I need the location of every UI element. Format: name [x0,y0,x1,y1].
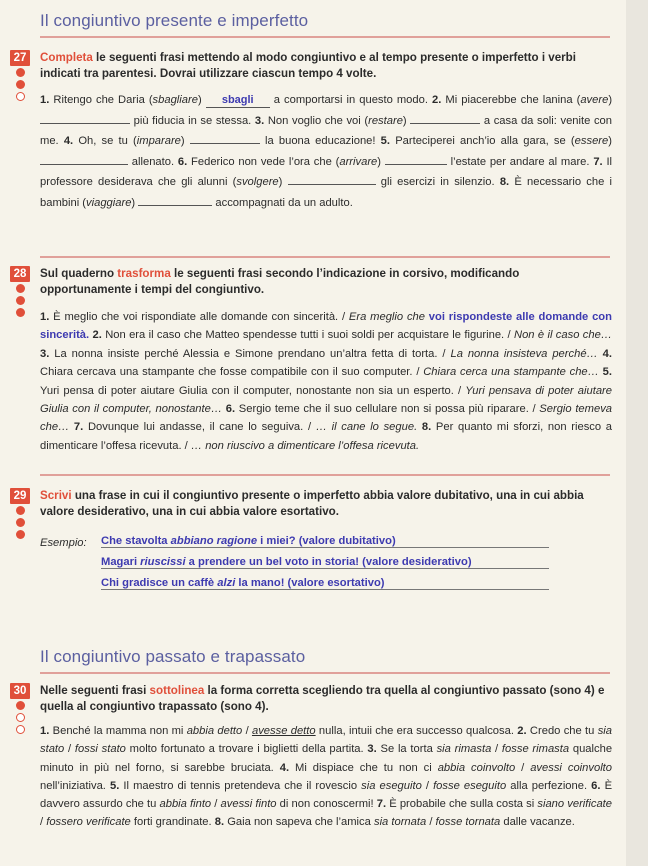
exercise-divider [40,474,610,476]
exercise-30-instructions: 30 Nelle seguenti frasi sottolinea la forma corretta scegliendo tra quella al congiuntivo passato (sono 4) e quella al congiuntivo trapassato (sono 4). [40,683,612,715]
difficulty-dot-filled [16,308,25,317]
example-label: Esempio: [40,537,87,549]
difficulty-dot-filled [16,518,25,527]
example-line-esortativo: Chi gradisce un caffè alzi la mano! (valore esortativo) [101,577,549,590]
answer-blank-4[interactable] [190,143,260,144]
instruction-keyword: sottolinea [149,684,205,697]
exercise-27-sentences: 1. Ritengo che Daria (sbagliare) sbagli a comportarsi in questo modo. 2. Mi piacerebbe che lanina (avere) più fiducia in se stessa. 3. Non voglio che voi (restare) a casa da soli: venite con me. 4. Oh, se tu (imparare) la buona educazione! 5. Parteciperei anch’io alla gara, se (essere) allenato. 6. Federico non vede l’ora che (arrivare) l’estate per andare al mare. 7. Il professore desiderava che gli alunni (svolgere) gli esercizi in silenzio. 8. È necessario che i bambini (viaggiare) accompagnati da un adulto. [40,94,613,209]
instruction-keyword: Scrivi [40,489,72,502]
page-margin-strip [626,0,648,866]
difficulty-dot-filled [16,296,25,305]
exercise-number-badge: 27 [10,50,30,66]
exercise-27-instructions [13,50,612,82]
exercise-28-instructions: 28 Sul quaderno trasforma le seguenti frasi secondo l’indicazione in corsivo, modificando opportunamente i tempi del congiuntivo. [40,266,612,298]
answer-blank-3[interactable] [410,123,480,124]
difficulty-dot-empty [16,725,25,734]
section-title-passato-trapassato: Il congiuntivo passato e trapassato [40,647,306,666]
answer-blank-2[interactable] [40,123,130,124]
difficulty-dots [16,701,28,737]
answer-blank-6[interactable] [385,164,447,165]
difficulty-dot-filled [16,284,25,293]
exercise-number-badge: 30 [10,683,30,699]
exercise-29 [13,488,612,520]
section-title-presente-imperfetto: Il congiuntivo presente e imperfetto [40,11,309,30]
example-line-dubitativo: Che stavolta abbiano ragione i miei? (valore dubitativo) [101,535,549,548]
exercise-27 [13,50,613,214]
exercise-28-sentences: 1. È meglio che voi rispondiate alle domande con sincerità. / Era meglio che voi rispondeste alle domande con sincerità. 2. Non era il caso che Matteo spendesse tutti i suoi soldi per acquistare le figurine. / Non è il caso che… 3. La nonna insiste perché Alessia e Simone prendano un’altra fetta di torta. / La nonna insisteva perché… 4. Chiara cercava una stampante che fosse compatibile con il suo computer. / Chiara cerca una stampante che… 5. Yuri pensa di poter aiutare Giulia con il computer, nonostante non sia un esperto. / Yuri pensava di poter aiutare Giulia con il computer, nonostante… 6. Sergio teme che il suo cellulare non si possa più riparare. / Sergio temeva che… 7. Dovunque lui andasse, il cane lo seguiva. / … il cane lo segue. 8. Per quanto mi sforzi, non riesco a dimenticare l’offesa ricevuta. / … non riuscivo a dimenticare l’offesa ricevuta. [40,311,613,452]
difficulty-dot-filled [16,701,25,710]
instruction-keyword: trasforma [117,267,171,280]
instruction-keyword: Completa [40,51,93,64]
exercise-number-badge: 28 [10,266,30,282]
exercise-29-instructions: 29 Scrivi una frase in cui il congiuntivo presente o imperfetto abbia valore dubitativo, una in cui abbia valore desiderativo, una in cui abbia valore esortativo. [40,488,612,520]
difficulty-dot-filled [16,80,25,89]
answer-blank-7[interactable] [288,184,376,185]
exercise-divider [40,256,610,258]
exercise-28 [13,266,613,455]
difficulty-dots [16,284,28,320]
difficulty-dots [16,506,28,542]
answer-blank-5[interactable] [40,164,128,165]
exercise-number-badge: 29 [10,488,30,504]
difficulty-dot-filled [16,68,25,77]
answer-blank-8[interactable] [138,205,212,206]
section-divider [40,672,610,674]
difficulty-dot-filled [16,506,25,515]
answer-blank-1[interactable]: sbagli [206,94,270,108]
exercise-30 [13,683,613,832]
instruction-text: le seguenti frasi mettendo al modo congiuntivo e al tempo presente o imperfetto i verbi indicati tra parentesi. Dovrai utilizzare ciascun tempo 4 volte. [40,51,576,80]
difficulty-dot-empty [16,92,25,101]
difficulty-dot-filled [16,530,25,539]
exercise-30-sentences: 1. Benché la mamma non mi abbia detto / avesse detto nulla, intuii che era successo qualcosa. 2. Credo che tu sia stato / fossi stato molto fortunato a trovare i biglietti della partita. 3. Se la torta sia rimasta / fosse rimasta qualche minuto in più nel forno, si sarebbe bruciata. 4. Mi dispiace che tu non ci abbia coinvolto / avessi coinvolto nell’iniziativa. 5. Il maestro di tennis pretendeva che il rovescio sia eseguito / fosse eseguito alla perfezione. 6. È davvero assurdo che tu abbia finto / avessi finto di non conoscermi! 7. È probabile che sulla costa si siano verificate / fossero verificate forti grandinate. 8. Gaia non sapeva che l’amica sia tornata / fosse tornata dalle vacanze. [40,725,613,829]
example-line-desiderativo: Magari riuscissi a prendere un bel voto in storia! (valore desiderativo) [101,556,549,569]
example-answer: voi rispondeste alle domande con sincerità. [40,311,612,342]
difficulty-dot-empty [16,713,25,722]
section-divider [40,36,610,38]
difficulty-dots [16,68,28,104]
underlined-answer[interactable]: avesse detto [251,725,316,737]
